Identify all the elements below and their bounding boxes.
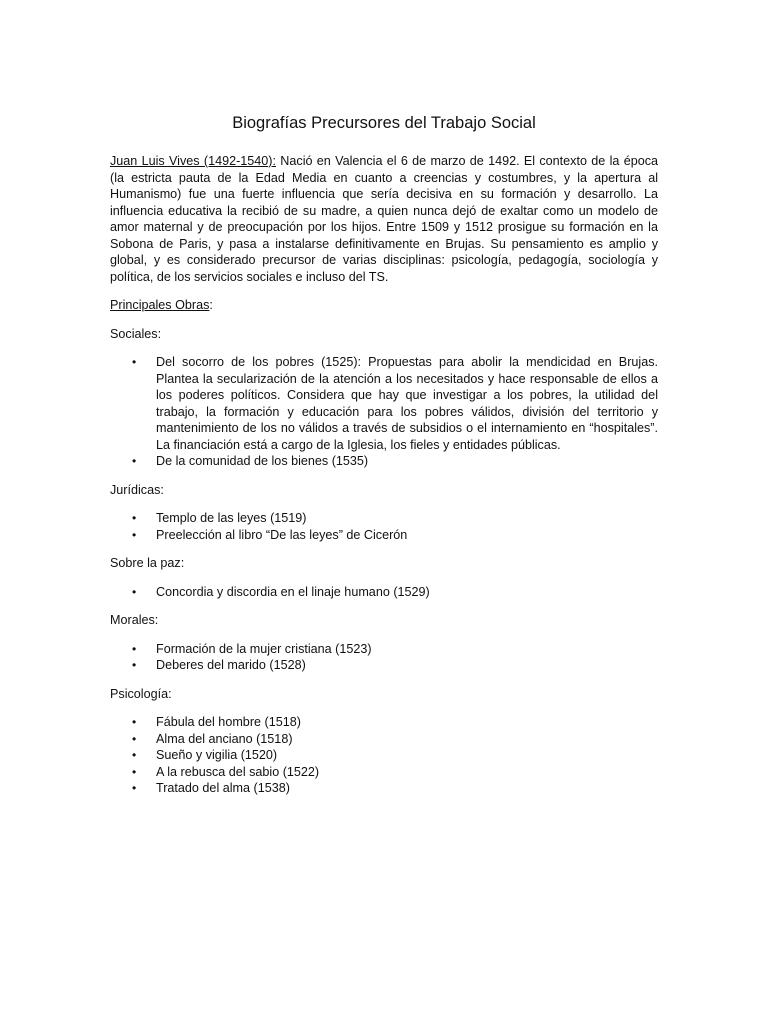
section-psicologia	[110, 686, 658, 797]
bullet-list	[110, 584, 658, 601]
list-item: • A la rebusca del sabio (1522)	[132, 764, 320, 779]
bullet-list	[110, 641, 658, 674]
principales-obras-label: Principales Obras	[110, 298, 210, 312]
intro-paragraph	[110, 153, 658, 285]
bullet-list	[110, 714, 658, 797]
list-item: • Preelección al libro “De las leyes” de Cicerón	[132, 527, 408, 542]
bullet-icon: •	[132, 584, 137, 599]
biography-name-label: Juan Luis Vives (1492-1540):	[110, 154, 276, 168]
bullet-icon: •	[132, 527, 137, 542]
list-item: • Del socorro de los pobres (1525): Propuestas para abolir la mendicidad en Brujas. Plantea la secularización de la atención a los necesitados y hace responsable de ellos a los poderes políticos. Considera que hay que investigar a los pobres, la utilidad del trabajo, la formación y educación para los pobres válidos, división del territorio y mantenimiento de los no válidos a través de subsidios o el internamiento en “hospitales”. La financiación está a cargo de la Iglesia, los fieles y entidades públicas.	[132, 355, 658, 452]
bullet-icon: •	[132, 781, 137, 795]
bullet-icon: •	[132, 764, 137, 779]
section-morales	[110, 612, 658, 674]
section-sociales	[110, 326, 658, 470]
bullet-icon: •	[132, 731, 137, 746]
intro-text: Nació en Valencia el 6 de marzo de 1492. El contexto de la época (la estricta pauta de la Edad Media en cuanto a creencias y costumbres, y la apertura al Humanismo) fue una fuerte influencia que sería decisiva en su formación y desarrollo. La influencia educativa la recibió de su madre, a quien nunca dejó de exaltar como un modelo de amor maternal y de preocupación por los hijos. Entre 1509 y 1512 prosigue su formación en la Sobona de Paris, y pasa a instalarse definitivamente en Brujas. Su pensamiento es amplio y global, y es considerado precursor de varias disciplinas: psicología, pedagogía, sociología y política, de los servicios sociales e incluso del TS.	[110, 154, 659, 284]
list-item: • Concordia y discordia en el linaje humano (1529)	[132, 584, 430, 599]
bullet-icon: •	[132, 641, 137, 656]
list-item: • Templo de las leyes (1519)	[132, 511, 307, 525]
bullet-icon: •	[132, 511, 137, 525]
section-label: Sobre la paz:	[110, 556, 185, 570]
section-label: Jurídicas:	[110, 482, 164, 497]
bullet-list	[110, 510, 658, 543]
list-item: • Deberes del marido (1528)	[132, 658, 306, 672]
bullet-icon: •	[132, 454, 137, 468]
bullet-icon: •	[132, 658, 137, 672]
section-juridicas	[110, 482, 658, 544]
section-label: Psicología:	[110, 686, 172, 701]
list-item: • De la comunidad de los bienes (1535)	[132, 454, 369, 468]
bullet-icon: •	[132, 355, 137, 369]
principales-obras-heading: Principales Obras:	[110, 298, 213, 312]
section-label: Sociales:	[110, 326, 162, 341]
document-title: Biografías Precursores del Trabajo Social	[232, 114, 536, 132]
sections-container	[110, 326, 658, 797]
bullet-icon: •	[132, 748, 137, 762]
list-item: • Formación de la mujer cristiana (1523)	[132, 641, 372, 656]
bullet-icon: •	[132, 715, 137, 729]
list-item: • Tratado del alma (1538)	[132, 781, 290, 795]
bullet-list	[110, 354, 658, 470]
list-item: • Sueño y vigilia (1520)	[132, 748, 278, 762]
list-item: • Alma del anciano (1518)	[132, 731, 293, 746]
list-item: • Fábula del hombre (1518)	[132, 715, 301, 729]
section-sobre-la-paz	[110, 555, 658, 600]
section-label: Morales:	[110, 613, 159, 627]
